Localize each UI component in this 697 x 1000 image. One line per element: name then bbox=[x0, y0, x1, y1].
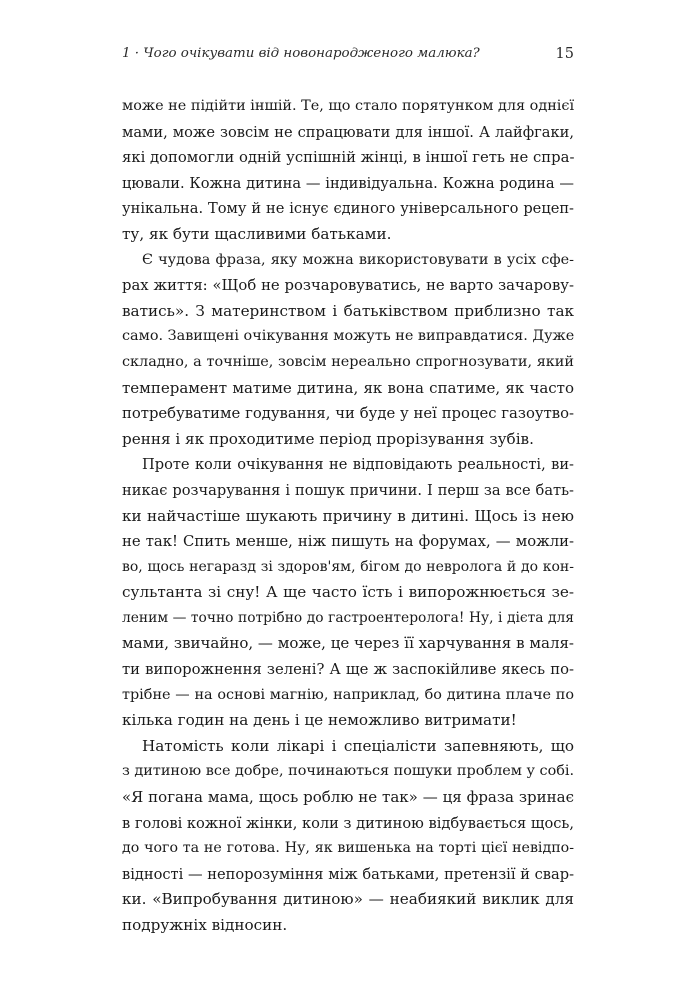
text-line: кілька годин на день і це неможливо витримати! bbox=[122, 711, 517, 730]
text-line: мами, звичайно, — може, це через її харчування в маля- bbox=[122, 634, 574, 653]
text-line: які допомогли одній успішній жінці, в іншої геть не спра- bbox=[122, 149, 575, 167]
text-line: ти випорожнення зелені? А ще ж заспокійливе якесь по- bbox=[122, 661, 574, 679]
text-line: трібне — на основі магнію, наприклад, бо дитина плаче по bbox=[122, 686, 574, 703]
text-line: мами, може зовсім не спрацювати для іншої. А лайфгаки, bbox=[122, 123, 574, 141]
text-line: «Я погана мама, щось роблю не так» — ця фраза зринає bbox=[122, 788, 574, 807]
paragraph bbox=[122, 452, 574, 734]
text-line: темперамент матиме дитина, як вона спатиме, як часто bbox=[122, 378, 574, 397]
text-line: потребуватиме годування, чи буде у неї процес газоутво- bbox=[122, 405, 574, 423]
text-line: цювали. Кожна дитина — індивідуальна. Кожна родина — bbox=[122, 174, 574, 192]
text-line: ватись». З материнством і батьківством приблизно так bbox=[122, 301, 574, 320]
text-line: не так! Спить менше, ніж пишуть на форумах, — можли- bbox=[122, 533, 574, 551]
text-line: рах життя: «Щоб не розчаровуватись, не варто зачарову- bbox=[122, 277, 574, 295]
text-line: рення і як проходитиме період прорізування зубів. bbox=[122, 429, 534, 448]
text-line: відності — непорозуміння між батьками, претензії й свар- bbox=[122, 865, 574, 883]
paragraph bbox=[122, 94, 574, 248]
text-line: ту, як бути щасливими батьками. bbox=[122, 224, 392, 243]
text-line: з дитиною все добре, починаються пошуки проблем у собі. bbox=[122, 763, 575, 780]
text-line: само. Завищені очікування можуть не виправдатися. Дуже bbox=[122, 328, 575, 345]
page-number: 15 bbox=[555, 46, 574, 62]
text-line: в голові кожної жінки, коли з дитиною відбувається щось, bbox=[122, 814, 574, 832]
text-line: ки. «Випробування дитиною» — неабиякий виклик для bbox=[122, 890, 574, 909]
paragraph bbox=[122, 248, 574, 453]
text-line: складно, а точніше, зовсім нереально спрогнозувати, який bbox=[122, 353, 574, 370]
text-line: никає розчарування і пошук причини. І перш за все бать- bbox=[122, 481, 574, 499]
text-line: ки найчастіше шукають причину в дитині. Щось із нею bbox=[122, 506, 574, 525]
text-line: до чого та не готова. Ну, як вишенька на торті цієї невідпо- bbox=[122, 840, 574, 857]
text-line: Натомість коли лікарі і спеціалісти запевняють, що bbox=[142, 736, 574, 755]
text-line: подружніх відносин. bbox=[122, 916, 288, 934]
text-line: може не підійти іншій. Те, що стало порятунком для однієї bbox=[122, 98, 575, 114]
paragraph bbox=[122, 734, 574, 939]
text-line: сультанта зі сну! А ще часто їсть і випорожнюється зе- bbox=[122, 583, 574, 602]
text-line: во, щось негаразд зі здоров'ям, бігом до невролога й до кон- bbox=[122, 558, 574, 575]
text-line: Є чудова фраза, яку можна використовувати в усіх сфе- bbox=[142, 251, 574, 268]
running-head bbox=[122, 46, 574, 70]
text-line: унікальна. Тому й не існує єдиного універсального рецеп- bbox=[122, 200, 574, 218]
body-text bbox=[122, 94, 574, 939]
text-line: Проте коли очікування не відповідають реальності, ви- bbox=[142, 456, 574, 474]
text-line: леним — точно потрібно до гастроентеролога! Ну, і дієта для bbox=[122, 609, 574, 626]
chapter-title: 1 · Чого очікувати від новонародженого малюка? bbox=[122, 46, 480, 61]
